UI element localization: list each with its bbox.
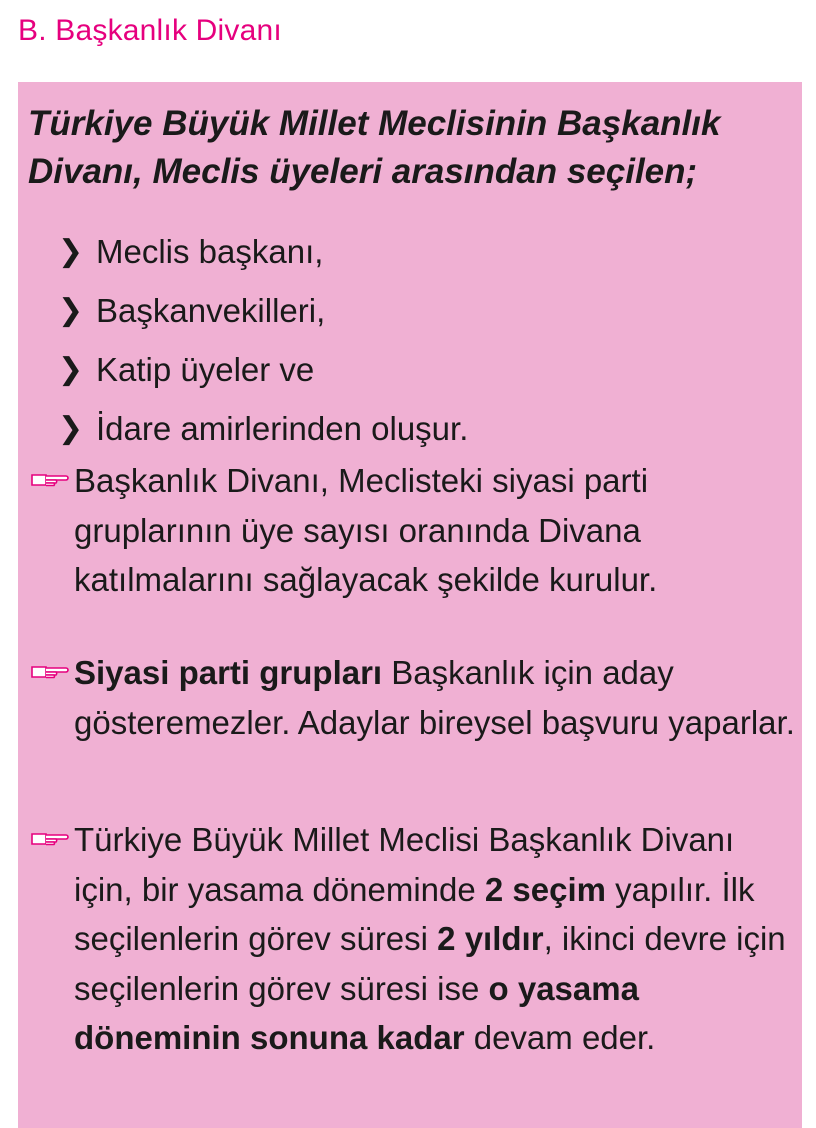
- list-item: [58, 222, 468, 281]
- note-body-text: yapılır. İlk seçilenlerin görev süresi: [74, 870, 755, 957]
- note-body-text: , ikinci devre için seçilenlerin görev süresi ise: [74, 920, 786, 1007]
- chevron-right-icon: ❯: [58, 412, 84, 445]
- list-item-text: Başkanvekilleri,: [96, 291, 326, 329]
- pointing-hand-icon: [30, 828, 70, 848]
- note-text: [74, 648, 800, 747]
- list-item: [58, 340, 468, 399]
- list-item: [58, 281, 468, 340]
- note-body-text: devam eder.: [464, 1019, 656, 1056]
- list-item-text: İdare amirlerinden oluşur.: [96, 409, 469, 447]
- chevron-right-icon: ❯: [58, 353, 84, 386]
- note-body-text: Türkiye Büyük Millet Meclisi Başkanlık Divanı için, bir yasama döneminde: [74, 821, 735, 908]
- composition-list: [58, 222, 468, 458]
- chevron-right-icon: ❯: [58, 294, 84, 327]
- note-bold-text: 2 seçim: [484, 870, 606, 908]
- note-text: [74, 815, 800, 1063]
- chevron-right-icon: ❯: [58, 235, 84, 268]
- note-bold-text: 2 yıldır: [437, 920, 544, 957]
- note-bold-text: Siyasi parti grupları: [74, 654, 383, 691]
- note-text: Başkanlık Divanı, Meclisteki siyasi parti gruplarının üye sayısı oranında Divana katılmalarını sağlayacak şekilde kurulur.: [74, 462, 658, 598]
- lead-paragraph: Türkiye Büyük Millet Meclisinin Başkanlık Divanı, Meclis üyeleri arasından seçilen;: [28, 104, 721, 191]
- note-party-groups: [30, 648, 800, 747]
- pointing-hand-icon: [30, 469, 70, 489]
- list-item-text: Meclis başkanı,: [96, 232, 324, 270]
- note-divan-composition: [30, 456, 800, 605]
- note-bold-text: o yasama döneminin sonuna kadar: [74, 969, 639, 1056]
- section-title: B. Başkanlık Divanı: [18, 14, 282, 47]
- pointing-hand-icon: [30, 661, 70, 681]
- note-body-text: Başkanlık için aday gösteremezler. Adaylar bireysel başvuru yaparlar.: [74, 654, 795, 741]
- content-box: [18, 82, 802, 1128]
- note-election-terms: [30, 815, 800, 1063]
- list-item-text: Katip üyeler ve: [96, 350, 315, 388]
- list-item: [58, 399, 468, 458]
